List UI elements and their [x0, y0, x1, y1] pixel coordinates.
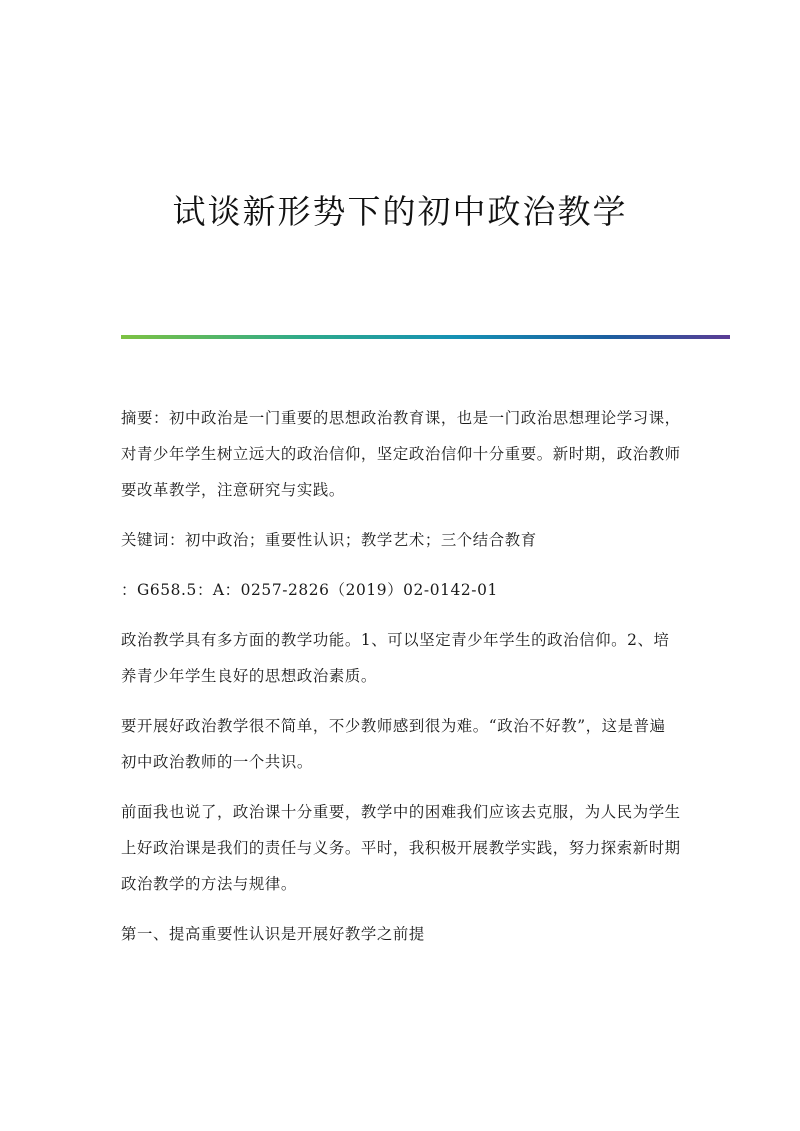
classification-line: ：G658.5：A：0257-2826（2019）02-0142-01 — [121, 581, 498, 599]
document-title: 试谈新形势下的初中政治教学 — [172, 192, 628, 231]
body-paragraph: 要开展好政治教学很不简单，不少教师感到很为难。“政治不好教”，这是普遍初中政治教师的一个共识。 — [121, 717, 666, 771]
document-body — [121, 400, 681, 966]
title-divider — [121, 335, 730, 339]
section-heading: 第一、提高重要性认识是开展好教学之前提 — [121, 925, 425, 943]
keywords-line: 关键词：初中政治；重要性认识；教学艺术；三个结合教育 — [121, 531, 537, 549]
body-paragraph: 前面我也说了，政治课十分重要，教学中的困难我们应该去克服，为人民为学生上好政治课是我们的责任与义务。平时，我积极开展教学实践，努力探索新时期政治教学的方法与规律。 — [121, 803, 681, 893]
abstract-paragraph: 摘要：初中政治是一门重要的思想政治教育课，也是一门政治思想理论学习课，对青少年学生树立远大的政治信仰，坚定政治信仰十分重要。新时期，政治教师要改革教学，注意研究与实践。 — [121, 409, 681, 499]
body-paragraph: 政治教学具有多方面的教学功能。1、可以坚定青少年学生的政治信仰。2、培养青少年学生良好的思想政治素质。 — [121, 631, 670, 685]
